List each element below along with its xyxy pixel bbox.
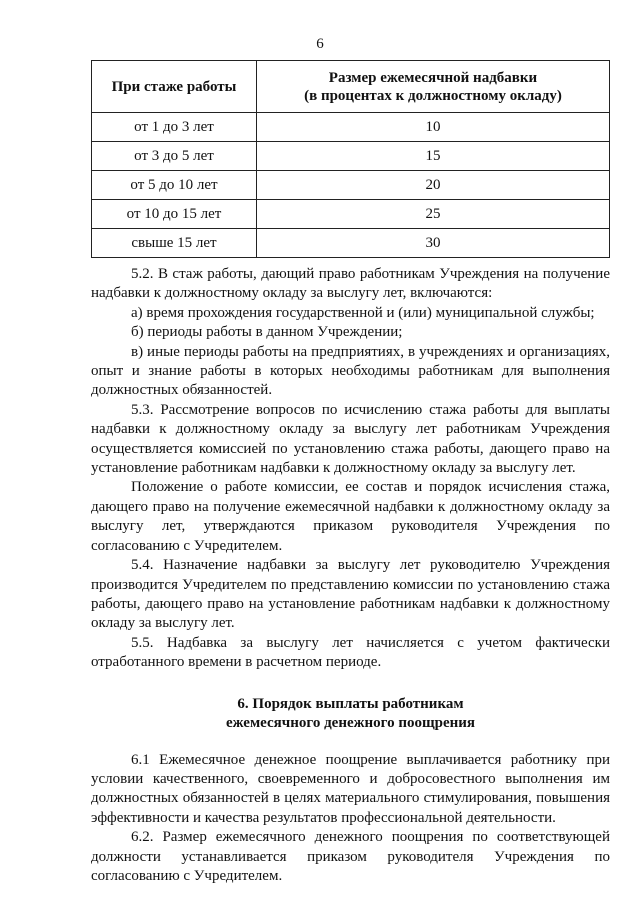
table-row <box>92 142 610 171</box>
paragraph-6-1: 6.1 Ежемесячное денежное поощрение выплачивается работнику при условии качественного, своевременного и добросовестного выполнения им должностных обязанностей в целях материального стимулирования, повышения эффективности и качества результатов профессиональной деятельности. <box>91 751 610 826</box>
seniority-period-cell: от 10 до 15 лет <box>92 200 257 229</box>
list-item-a: а) время прохождения государственной и (или) муниципальной службы; <box>131 304 595 321</box>
list-item-b: б) периоды работы в данном Учреждении; <box>131 324 403 341</box>
list-item-c: в) иные периоды работы на предприятиях, в учреждениях и организациях, опыт и знание работы в которых необходимы работникам для выполнения должностных обязанностей. <box>91 343 610 399</box>
paragraph-5-3: 5.3. Рассмотрение вопросов по исчислению стажа работы для выплаты надбавки к должностному окладу за выслугу лет работникам Учреждения осуществляется комиссией по установлению стажа работы, дающего право на установление работникам надбавки к должностному окладу за выслугу лет. <box>91 401 610 477</box>
bonus-percent-cell: 15 <box>257 142 610 171</box>
table-row <box>92 200 610 229</box>
seniority-period-cell: от 1 до 3 лет <box>92 113 257 142</box>
seniority-period-cell: от 3 до 5 лет <box>92 142 257 171</box>
header-bonus-size-line2: (в процентах к должностному окладу) <box>304 87 562 104</box>
header-seniority: При стаже работы <box>92 61 257 113</box>
header-bonus-size-line1: Размер ежемесячной надбавки <box>328 69 538 86</box>
paragraph-6-2: 6.2. Размер ежемесячного денежного поощрения по соответствующей должности устанавливается приказом руководителя Учреждения по согласованию с Учредителем. <box>91 829 610 884</box>
paragraph-5-2: 5.2. В стаж работы, дающий право работникам Учреждения на получение надбавки к должностному окладу за выслугу лет, включаются: <box>91 266 610 302</box>
bonus-percent-cell: 30 <box>257 229 610 258</box>
table-row <box>92 229 610 258</box>
table-header-row <box>92 61 610 113</box>
table-row <box>92 171 610 200</box>
paragraph-5-5: 5.5. Надбавка за выслугу лет начисляется с учетом фактически отработанного времени в расчетном периоде. <box>91 634 610 671</box>
seniority-period-cell: свыше 15 лет <box>92 229 257 258</box>
bonus-percent-cell: 10 <box>257 113 610 142</box>
bonus-percent-cell: 20 <box>257 171 610 200</box>
table-row <box>92 113 610 142</box>
paragraph-commission-regulation: Положение о работе комиссии, ее состав и порядок исчисления стажа, дающего право на получение ежемесячной надбавки к должностному окладу за выслугу лет, утверждаются приказом руководителя Учреждения по согласованию с Учредителем. <box>91 479 610 554</box>
document-body <box>91 265 610 886</box>
seniority-period-cell: от 5 до 10 лет <box>92 171 257 200</box>
seniority-bonus-table <box>91 60 610 258</box>
bonus-percent-cell: 25 <box>257 200 610 229</box>
section-6-title <box>91 695 610 733</box>
section-6-title-line2: ежемесячного денежного поощрения <box>225 714 476 731</box>
section-6-title-line1: 6. Порядок выплаты работникам <box>237 695 464 712</box>
page-number: 6 <box>316 36 324 52</box>
paragraph-5-4: 5.4. Назначение надбавки за выслугу лет руководителю Учреждения производится Учредителем по представлению комиссии по установлению стажа работы, дающего право на установление работникам надбавки к должностному окладу за выслугу лет. <box>91 557 610 632</box>
header-bonus-size <box>257 61 610 113</box>
